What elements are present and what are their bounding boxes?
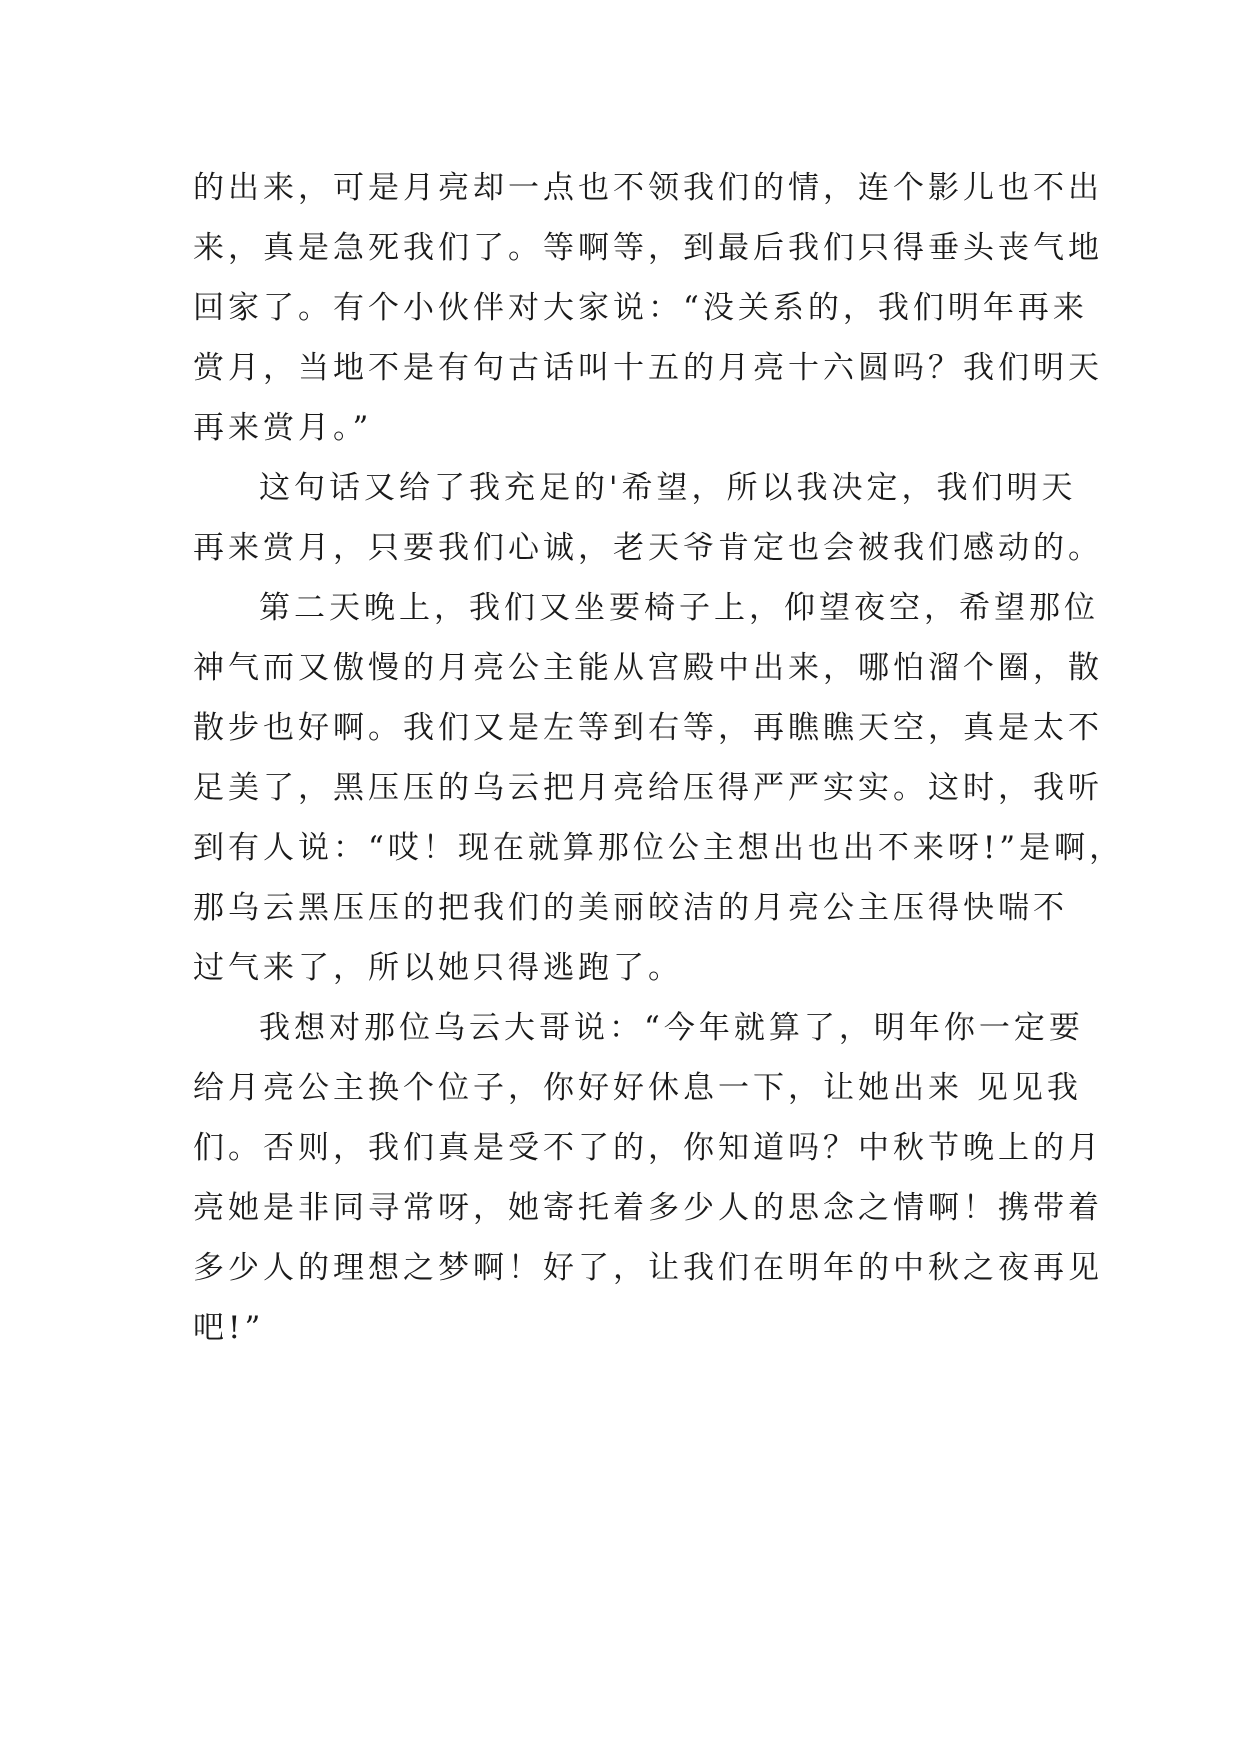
text-line: 第二天晚上，我们又坐要椅子上，仰望夜空，希望那位	[259, 590, 1099, 626]
body-text	[193, 158, 1125, 1358]
text-line: 我想对那位乌云大哥说：“今年就算了，明年你一定要	[259, 1010, 1084, 1046]
text-line: 给月亮公主换个位子，你好好休息一下，让她出来 见见我	[193, 1070, 1082, 1106]
text-line: 赏月，当地不是有句古话叫十五的月亮十六圆吗？我们明天	[193, 350, 1103, 386]
text-line: 吧!”	[193, 1310, 265, 1346]
text-line: 足美了，黑压压的乌云把月亮给压得严严实实。这时，我听	[193, 770, 1103, 806]
text-line: 过气来了，所以她只得逃跑了。	[193, 950, 683, 986]
paragraph-4	[193, 998, 1103, 1358]
text-line: 散步也好啊。我们又是左等到右等，再瞧瞧天空，真是太不	[193, 710, 1103, 746]
text-line: 再来赏月，只要我们心诚，老天爷肯定也会被我们感动的。	[193, 530, 1103, 566]
text-line: 来，真是急死我们了。等啊等，到最后我们只得垂头丧气地	[193, 230, 1103, 266]
text-line: 回家了。有个小伙伴对大家说：“没关系的，我们明年再来	[193, 290, 1088, 326]
text-line: 亮她是非同寻常呀，她寄托着多少人的思念之情啊！携带着	[193, 1190, 1103, 1226]
text-line: 再来赏月。”	[193, 410, 373, 446]
paragraph-2	[193, 458, 1103, 578]
text-line: 这句话又给了我充足的'希望，所以我决定，我们明天	[259, 470, 1077, 506]
text-line: 那乌云黑压压的把我们的美丽皎洁的月亮公主压得快喘不	[193, 890, 1068, 926]
text-line: 们。否则，我们真是受不了的，你知道吗？中秋节晚上的月	[193, 1130, 1103, 1166]
text-line: 到有人说：“哎！现在就算那位公主想出也出不来呀!”是啊，	[193, 830, 1125, 866]
text-line: 神气而又傲慢的月亮公主能从宫殿中出来，哪怕溜个圈，散	[193, 650, 1103, 686]
text-line: 的出来，可是月亮却一点也不领我们的情，连个影儿也不出	[193, 170, 1103, 206]
paragraph-3	[193, 578, 1125, 998]
paragraph-1	[193, 158, 1103, 458]
text-line: 多少人的理想之梦啊！好了，让我们在明年的中秋之夜再见	[193, 1250, 1103, 1286]
